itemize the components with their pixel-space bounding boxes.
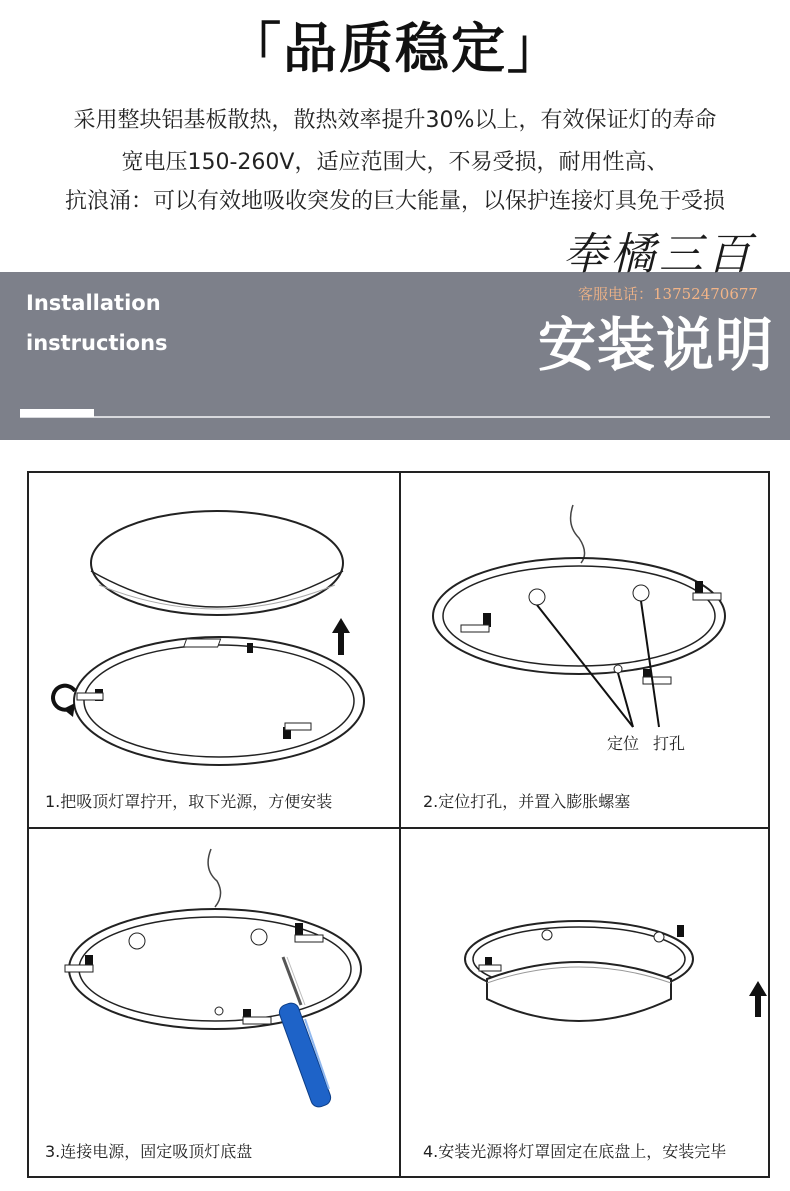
step-2-label-locate: 定位 — [607, 734, 640, 753]
banner-title-en-2: instructions — [26, 331, 168, 355]
watermark-seal: 奉橘三百 — [563, 229, 755, 280]
step-3-panel — [29, 829, 399, 1178]
banner-accent-bar — [20, 409, 94, 417]
page-title: 「品质稳定」 — [227, 17, 563, 80]
step-2-panel — [401, 473, 770, 827]
rotate-arrow-icon — [53, 686, 75, 717]
step-4-illustration — [401, 829, 770, 1129]
step-1-illustration — [29, 473, 399, 773]
step-2-illustration — [401, 473, 770, 773]
step-2-caption: 2.定位打孔，并置入膨胀螺塞 — [423, 792, 631, 811]
step-4-caption: 4.安装光源将灯罩固定在底盘上，安装完毕 — [423, 1142, 727, 1161]
step-1-panel — [29, 473, 399, 827]
banner-title-cn: 安装说明 — [538, 311, 775, 379]
step-3-illustration — [29, 829, 399, 1129]
banner-title-en-1: Installation — [26, 291, 161, 315]
arrow-up-icon — [749, 981, 767, 1017]
screwdriver-icon — [277, 957, 333, 1109]
step-2-label-drill: 打孔 — [653, 734, 686, 753]
step-3-caption: 3.连接电源，固定吸顶灯底盘 — [45, 1142, 253, 1161]
step-1-caption: 1.把吸顶灯罩拧开，取下光源，方便安装 — [45, 792, 333, 811]
arrow-up-icon — [332, 618, 350, 655]
steps-grid — [27, 471, 770, 1178]
step-4-panel — [401, 829, 770, 1178]
feature-line-1: 采用整块铝基板散热，散热效率提升30%以上，有效保证灯的寿命 — [73, 108, 717, 133]
watermark-phone: 客服电话：13752470677 — [578, 285, 758, 303]
feature-line-2: 宽电压150-260V，适应范围大，不易受损，耐用性高、 — [121, 150, 669, 175]
banner-divider — [20, 416, 770, 418]
feature-line-3: 抗浪涌：可以有效地吸收突发的巨大能量，以保护连接灯具免于受损 — [64, 189, 725, 214]
